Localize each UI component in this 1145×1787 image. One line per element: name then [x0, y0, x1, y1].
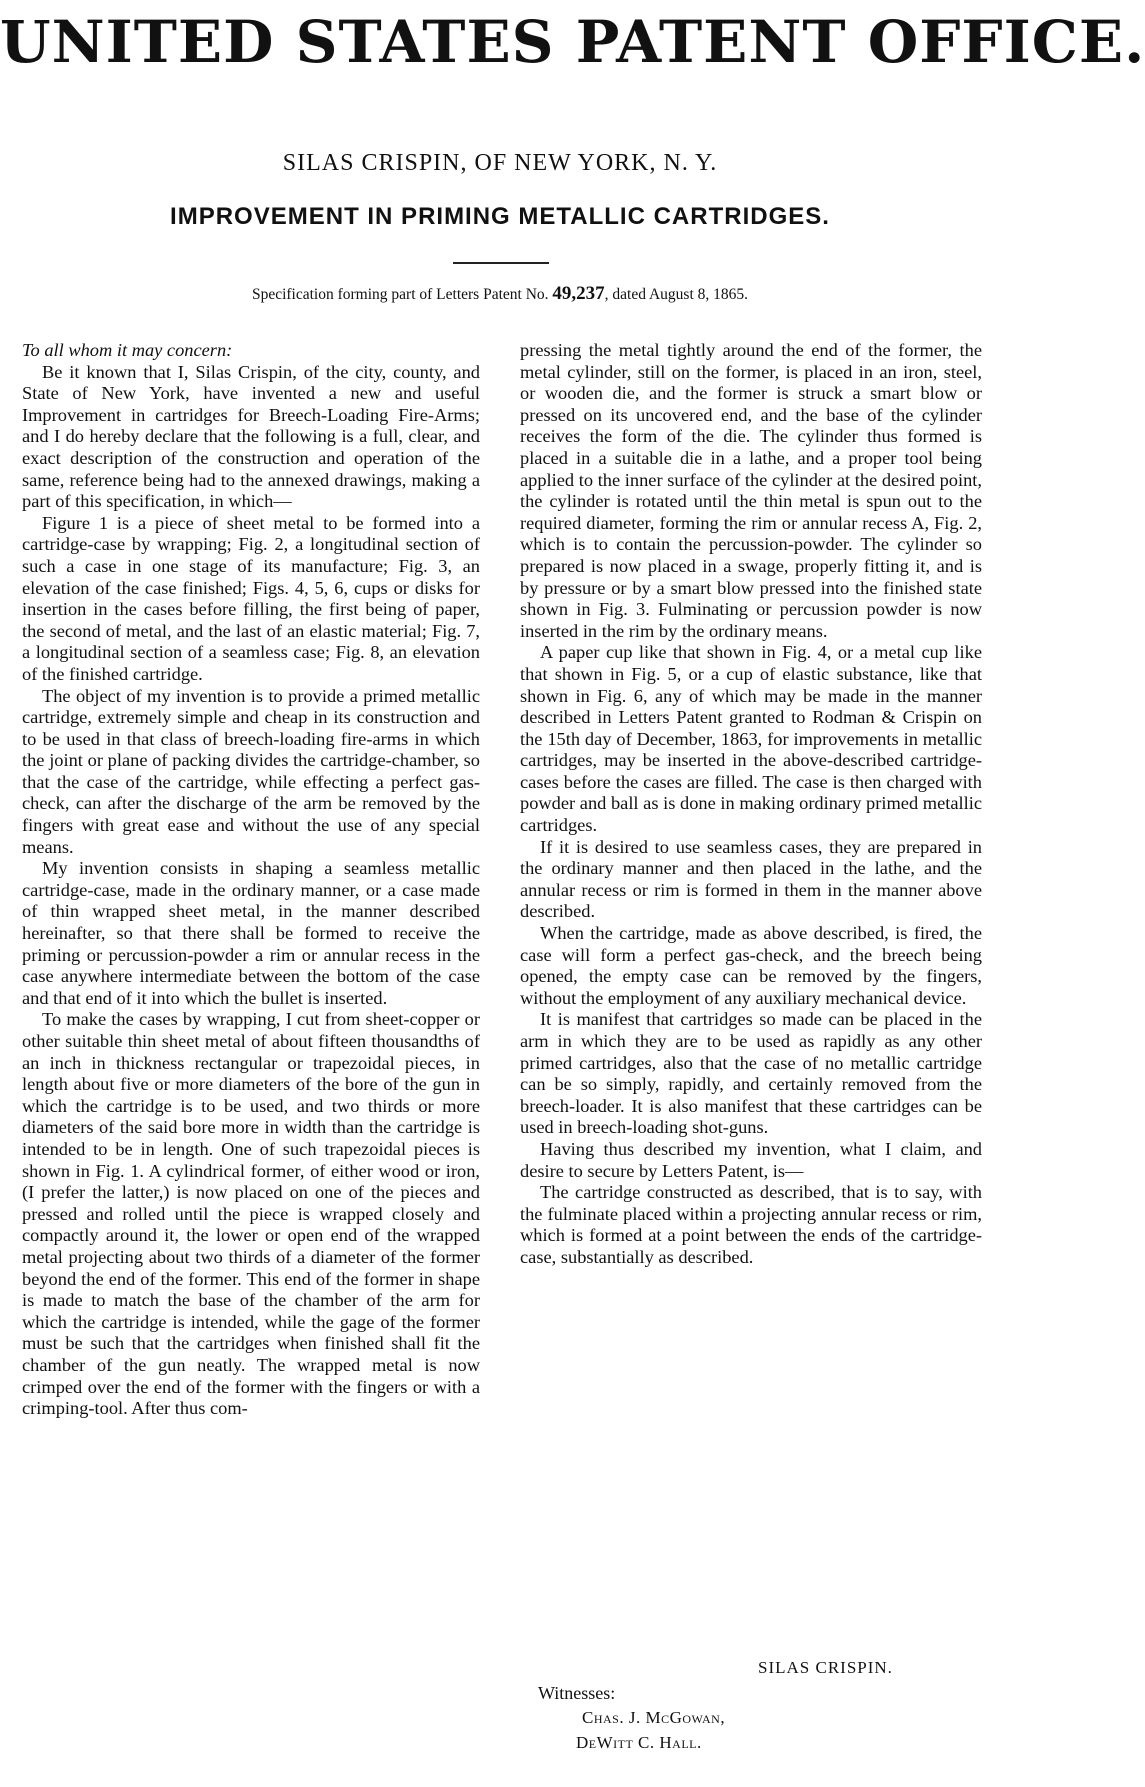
paragraph: Figure 1 is a piece of sheet metal to be formed into a cartridge-case by wrapping; Fig. 2, a longitudinal section of such a case in one stage of its manufacture; Fig. 3, an elevation of the case finished; Figs. 4, 5, 6, cups or disks for insertion in the cases before filling, the first being of paper, the second of metal, and the last of an elastic material; Fig. 7, a longitudinal section of a seamless case; Fig. 8, an elevation of the finished cartridge. — [22, 512, 480, 684]
office-heading: UNITED STATES PATENT OFFICE. — [0, 8, 1145, 76]
paragraph: pressing the metal tightly around the end of the former, the metal cylinder, still on the former, is placed in an iron, steel, or wooden die, and the former is struck a smart blow or pressed on its uncovered end, and the base of the cylinder receives the form of the die. The cylinder thus formed is placed in a suitable die in a lathe, and a proper tool being applied to the inner surface of the cylinder at the desired point, the cylinder is rotated until the thin metal is spun out to the required diameter, forming the rim or annular recess A, Fig. 2, which is to contain the percussion-powder. The cylinder so prepared is now placed in a swage, properly fitting it, and is by pressure or by a smart blow pressed into the finished state shown in Fig. 3. Fulminating or percussion powder is now inserted in the rim by the ordinary means. — [520, 340, 982, 641]
spec-suffix: , dated August 8, 1865. — [604, 286, 749, 303]
paragraph: When the cartridge, made as above described, is fired, the case will form a perfect gas-check, and the breech being opened, the empty case can be removed by the fingers, without the employment of any auxiliary mechanical device. — [520, 923, 982, 1008]
inventor-line: SILAS CRISPIN, OF NEW YORK, N. Y. — [282, 150, 718, 176]
witness-name: DeWitt C. Hall. — [576, 1733, 702, 1752]
left-column — [22, 340, 480, 1420]
inventor-signature: SILAS CRISPIN. — [758, 1658, 893, 1677]
paragraph: My invention consists in shaping a seamless metallic cartridge-case, made in the ordinary manner, or a case made of thin wrapped sheet metal, in the manner described hereinafter, so that there shall be formed to receive the priming or percussion-powder a rim or annular recess in the case anywhere intermediate between the bottom of the case and that end of it into which the bullet is inserted. — [22, 858, 480, 1008]
paragraph: Be it known that I, Silas Crispin, of the city, county, and State of New York, have invented a new and useful Improvement in cartridges for Breech-Loading Fire-Arms; and I do hereby declare that the following is a full, clear, and exact description of the construction and operation of the same, reference being had to the annexed drawings, making a part of this specification, in which— — [22, 361, 480, 512]
right-column — [520, 340, 982, 1269]
paragraph: The object of my invention is to provide a primed metallic cartridge, extremely simple and cheap in its construction and to be used in that class of breech-loading fire-arms in which the joint or plane of packing divides the cartridge-chamber, so that the case of the cartridge, while effecting a perfect gas-check, can after the discharge of the arm be removed by the fingers with great ease and without the use of any special means. — [22, 685, 480, 857]
paragraph: If it is desired to use seamless cases, they are prepared in the ordinary manner and then placed in the lathe, and the annular recess or rim is formed in them in the manner above described. — [520, 836, 982, 922]
title-divider — [453, 262, 549, 264]
patent-title: IMPROVEMENT IN PRIMING METALLIC CARTRIDGES. — [170, 203, 830, 230]
paragraph: A paper cup like that shown in Fig. 4, or a metal cup like that shown in Fig. 5, or a cup of elastic substance, like that shown in Fig. 6, any of which may be made in the manner described in Letters Patent granted to Rodman & Crispin on the 15th day of December, 1863, for improvements in metallic cartridges, may be inserted in the above-described cartridge-cases before the cases are filled. The case is then charged with powder and ball as is done in making ordinary primed metallic cartridges. — [520, 642, 982, 836]
paragraph: To make the cases by wrapping, I cut from sheet-copper or other suitable thin sheet metal of about fifteen thousandths of an inch in thickness rectangular or trapezoidal pieces, in length about five or more diameters of the bore of the gun in which the cartridge is to be used, and two thirds or more diameters of the said bore more in width than the cartridge is intended to be in length. One of such trapezoidal pieces is shown in Fig. 1. A cylindrical former, of either wood or iron, (I prefer the latter,) is now placed on one of the pieces and pressed and rolled until the piece is wrapped closely and compactly around it, the lower or open end of the wrapped metal projecting about two thirds of a diameter of the former beyond the end of the former. This end of the former in shape is made to match the base of the chamber of the arm for which the cartridge is intended, while the gage of the former must be such that the cartridges when finished shall fit the chamber of the gun neatly. The wrapped metal is now crimped over the end of the former with the fingers or with a crimping-tool. After thus com- — [22, 1009, 480, 1419]
witnesses-label: Witnesses: — [538, 1683, 616, 1703]
claim-paragraph: The cartridge constructed as described, that is to say, with the fulminate placed within a projecting annular recess or rim, which is formed at a point between the ends of the cartridge-case, substantially as described. — [520, 1182, 982, 1267]
salutation: To all whom it may concern: — [22, 340, 233, 360]
specification-line — [0, 283, 1000, 305]
witness-name: Chas. J. McGowan, — [582, 1708, 726, 1727]
patent-number: 49,237 — [552, 283, 605, 304]
spec-prefix: Specification forming part of Letters Patent No. — [251, 286, 549, 303]
paragraph: Having thus described my invention, what I claim, and desire to secure by Letters Patent, is— — [520, 1138, 982, 1181]
paragraph: It is manifest that cartridges so made can be placed in the arm in which they are to be used as rapidly as any other primed cartridges, also that the case of no metallic cartridge can be so simply, rapidly, and certainly removed from the breech-loader. It is also manifest that these cartridges can be used in breech-loading shot-guns. — [520, 1009, 982, 1138]
